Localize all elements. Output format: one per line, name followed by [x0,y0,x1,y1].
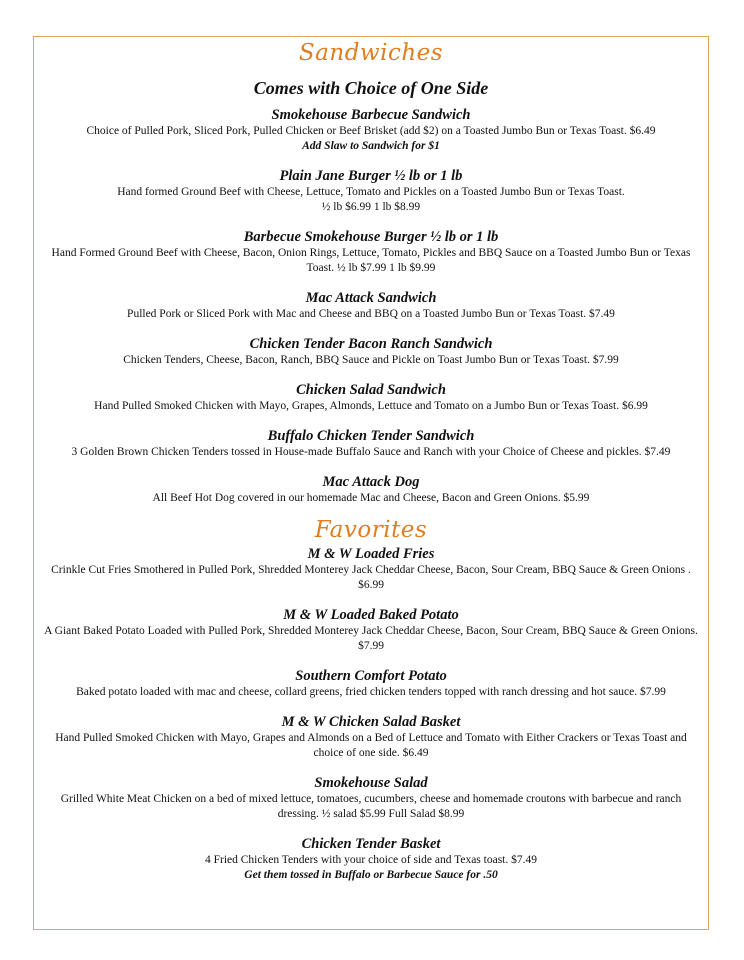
item-name: Buffalo Chicken Tender Sandwich [267,428,475,444]
menu-item [34,835,708,883]
menu-item [34,606,708,654]
item-note: Get them tossed in Buffalo or Barbecue Sauce for .50 [244,869,498,881]
menu-item [34,713,708,761]
item-name: Chicken Tender Bacon Ranch Sandwich [249,336,493,352]
menu-item [34,774,708,822]
item-name: M & W Chicken Salad Basket [281,714,461,730]
item-name: Mac Attack Sandwich [305,290,437,306]
item-description: Baked potato loaded with mac and cheese, collard greens, fried chicken tenders topped with ranch dressing and hot sauce. $7.99 [76,686,666,698]
menu-item [34,473,708,506]
item-name: Chicken Salad Sandwich [296,382,446,398]
item-name: Mac Attack Dog [322,474,420,490]
menu-content [34,38,708,896]
item-description: 4 Fried Chicken Tenders with your choice of side and Texas toast. $7.49 [204,854,538,866]
sandwiches-heading: Sandwiches [298,40,444,66]
item-note: Add Slaw to Sandwich for $1 [302,140,440,152]
item-description: Crinkle Cut Fries Smothered in Pulled Pork, Shredded Monterey Jack Cheddar Cheese, Bacon, Sour Cream, BBQ Sauce & Green Onions . $6.99 [51,564,691,591]
menu-item [34,289,708,322]
item-description: Hand Pulled Smoked Chicken with Mayo, Grapes and Almonds on a Bed of Lettuce and Tomato with Either Crackers or Texas Toast and choice of one side. $6.49 [55,732,687,759]
item-name: Barbecue Smokehouse Burger ½ lb or 1 lb [243,229,499,245]
sandwiches-subtitle: Comes with Choice of One Side [253,78,489,98]
menu-item [34,381,708,414]
item-name: M & W Loaded Fries [307,546,435,562]
item-description: Grilled White Meat Chicken on a bed of mixed lettuce, tomatoes, cucumbers, cheese and homemade croutons with barbecue and ranch dressing. ½ salad $5.99 Full Salad $8.99 [60,793,682,820]
item-name: M & W Loaded Baked Potato [283,607,459,623]
item-description: Pulled Pork or Sliced Pork with Mac and Cheese and BBQ on a Toasted Jumbo Bun or Texas Toast. $7.49 [127,308,615,320]
item-price: ½ lb $6.99 1 lb $8.99 [321,201,421,213]
item-name: Southern Comfort Potato [295,668,447,684]
item-description: 3 Golden Brown Chicken Tenders tossed in House-made Buffalo Sauce and Ranch with your Choice of Cheese and pickles. $7.49 [71,446,671,458]
menu-item [34,335,708,368]
favorites-heading: Favorites [314,517,428,543]
item-name: Plain Jane Burger ½ lb or 1 lb [279,168,463,184]
menu-item [34,667,708,700]
item-name: Smokehouse Barbecue Sandwich [271,107,471,123]
item-description: Choice of Pulled Pork, Sliced Pork, Pulled Chicken or Beef Brisket (add $2) on a Toasted Jumbo Bun or Texas Toast. $6.49 [86,125,656,137]
item-description: Hand Formed Ground Beef with Cheese, Bacon, Onion Rings, Lettuce, Tomato, Pickles and BBQ Sauce on a Toasted Jumbo Bun or Texas Toast. ½ lb $7.99 1 lb $9.99 [51,247,691,274]
item-name: Chicken Tender Basket [301,836,441,852]
menu-item [34,545,708,593]
menu-item [34,106,708,154]
item-description: A Giant Baked Potato Loaded with Pulled Pork, Shredded Monterey Jack Cheddar Cheese, Bacon, Sour Cream, BBQ Sauce & Green Onions. $7.99 [44,625,698,652]
menu-item [34,427,708,460]
item-name: Smokehouse Salad [314,775,428,791]
menu-item [34,228,708,276]
item-description: All Beef Hot Dog covered in our homemade Mac and Cheese, Bacon and Green Onions. $5.99 [152,492,590,504]
menu-item [34,167,708,215]
item-description: Hand formed Ground Beef with Cheese, Lettuce, Tomato and Pickles on a Toasted Jumbo Bun or Texas Toast. [117,186,625,198]
item-description: Chicken Tenders, Cheese, Bacon, Ranch, BBQ Sauce and Pickle on Toast Jumbo Bun or Texas Toast. $7.99 [123,354,619,366]
item-description: Hand Pulled Smoked Chicken with Mayo, Grapes, Almonds, Lettuce and Tomato on a Jumbo Bun or Texas Toast. $6.99 [94,400,648,412]
